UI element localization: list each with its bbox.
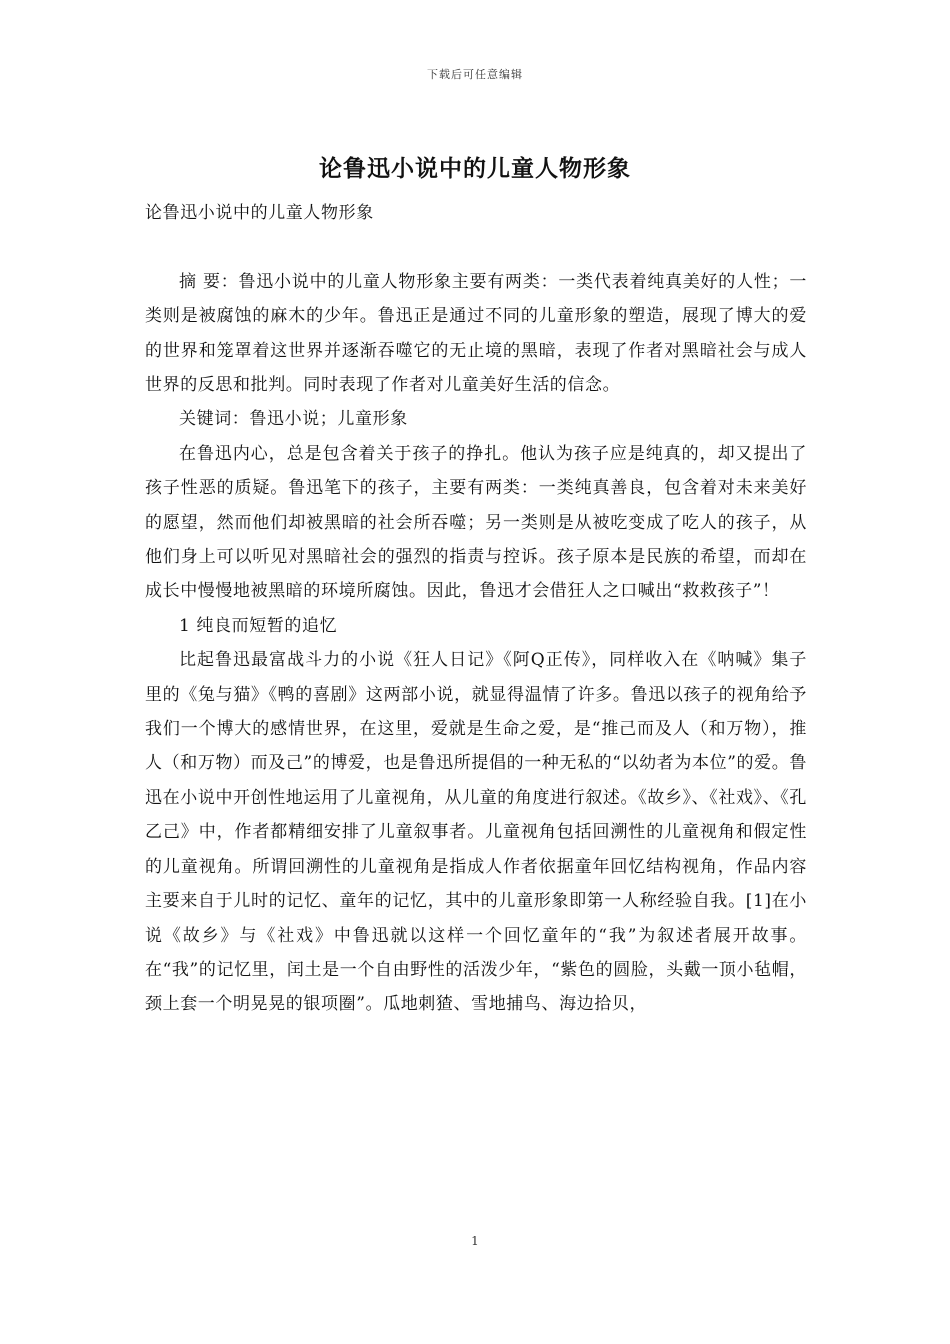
- blank-line: [145, 230, 807, 264]
- document-body: [145, 196, 807, 1022]
- body-paragraph-1: 在鲁迅内心，总是包含着关于孩子的挣扎。他认为孩子应是纯真的，却又提出了孩子性恶的质疑。鲁迅笔下的孩子，主要有两类：一类纯真善良，包含着对未来美好的愿望，然而他们却被黑暗的社会所吞噬；另一类则是从被吃变成了吃人的孩子，从他们身上可以听见对黑暗社会的强烈的指责与控诉。孩子原本是民族的希望，而却在成长中慢慢地被黑暗的环境所腐蚀。因此，鲁迅才会借狂人之口喊出“救救孩子”！: [145, 443, 807, 602]
- page-number: 1: [471, 1234, 479, 1248]
- keywords-line: 关键词：鲁迅小说；儿童形象: [179, 409, 408, 430]
- abstract-paragraph: 摘 要：鲁迅小说中的儿童人物形象主要有两类：一类代表着纯真美好的人性；一类则是被腐蚀的麻木的少年。鲁迅正是通过不同的儿童形象的塑造，展现了博大的爱的世界和笼罩着这世界并逐渐吞噬它的无止境的黑暗，表现了作者对黑暗社会与成人世界的反思和批判。同时表现了作者对儿童美好生活的信念。: [145, 271, 807, 396]
- document-title: 论鲁迅小说中的儿童人物形象: [319, 155, 631, 182]
- section-heading: 1 纯良而短暂的追忆: [179, 615, 338, 636]
- body-paragraph-2: 比起鲁迅最富战斗力的小说《狂人日记》《阿Q正传》，同样收入在《呐喊》集子里的《兔与猫》《鸭的喜剧》这两部小说，就显得温情了许多。鲁迅以孩子的视角给予我们一个博大的感情世界，在这里，爱就是生命之爱，是“推己而及人（和万物），推人（和万物）而及己”的博爱，也是鲁迅所提倡的一种无私的“以幼者为本位”的爱。鲁迅在小说中开创性地运用了儿童视角，从儿童的角度进行叙述。《故乡》、《社戏》、《孔乙己》中，作者都精细安排了儿童叙事者。儿童视角包括回溯性的儿童视角和假定性的儿童视角。所谓回溯性的儿童视角是指成人作者依据童年回忆结构视角，作品内容主要来自于儿时的记忆、童年的记忆，其中的儿童形象即第一人称经验自我。[1]在小说《故乡》与《社戏》中鲁迅就以这样一个回忆童年的“我”为叙述者展开故事。在“我”的记忆里，闰土是一个自由野性的活泼少年，“紫色的圆脸，头戴一顶小毡帽，颈上套一个明晃晃的银项圈”。瓜地刺猹、雪地捕鸟、海边拾贝，: [145, 650, 807, 1015]
- document-subtitle: 论鲁迅小说中的儿童人物形象: [145, 203, 374, 223]
- header-note: 下载后可任意编辑: [427, 68, 523, 81]
